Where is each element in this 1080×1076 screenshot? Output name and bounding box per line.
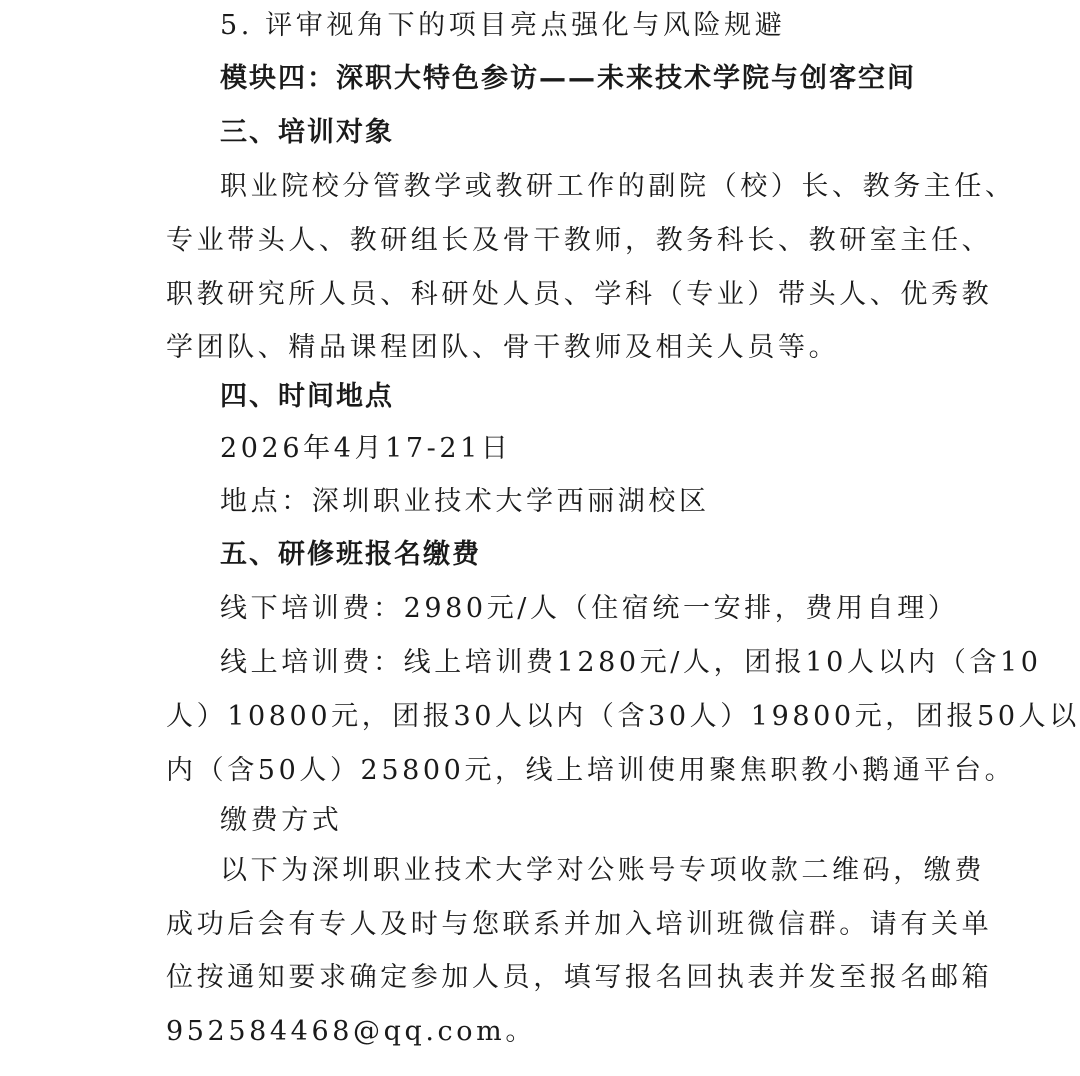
paragraph-line: 人）10800元，团报30人以内（含30人）19800元，团报50人以 xyxy=(166,701,1080,732)
offline-fee-line: 线下培训费：2980元/人（住宿统一安排，费用自理） xyxy=(220,593,959,624)
module-four-heading: 模块四：深职大特色参访——未来技术学院与创客空间 xyxy=(220,63,916,94)
paragraph-line: 位按通知要求确定参加人员，填写报名回执表并发至报名邮箱 xyxy=(166,962,993,993)
online-fee-line: 线上培训费：线上培训费1280元/人，团报10人以内（含10 xyxy=(220,647,1042,678)
payment-method-label: 缴费方式 xyxy=(220,805,343,836)
paragraph-line: 职教研究所人员、科研处人员、学科（专业）带头人、优秀教 xyxy=(166,279,993,310)
paragraph-line: 内（含50人）25800元，线上培训使用聚焦职教小鹅通平台。 xyxy=(166,755,1016,786)
section-heading-trainees: 三、培训对象 xyxy=(220,117,394,148)
paragraph-line: 以下为深圳职业技术大学对公账号专项收款二维码，缴费 xyxy=(220,855,985,886)
section-heading-registration: 五、研修班报名缴费 xyxy=(220,539,481,570)
location-line: 地点：深圳职业技术大学西丽湖校区 xyxy=(220,486,710,517)
email-line: 952584468@qq.com。 xyxy=(166,1016,536,1047)
paragraph-line: 学团队、精品课程团队、骨干教师及相关人员等。 xyxy=(166,332,840,363)
paragraph-line: 成功后会有专人及时与您联系并加入培训班微信群。请有关单 xyxy=(166,909,993,940)
module-item-5: 5. 评审视角下的项目亮点强化与风险规避 xyxy=(220,10,786,41)
paragraph-line: 专业带头人、教研组长及骨干教师，教务科长、教研室主任、 xyxy=(166,225,993,256)
section-heading-time-place: 四、时间地点 xyxy=(220,381,394,412)
paragraph-line: 职业院校分管教学或教研工作的副院（校）长、教务主任、 xyxy=(220,171,1016,202)
date-line: 2026年4月17-21日 xyxy=(220,433,512,464)
